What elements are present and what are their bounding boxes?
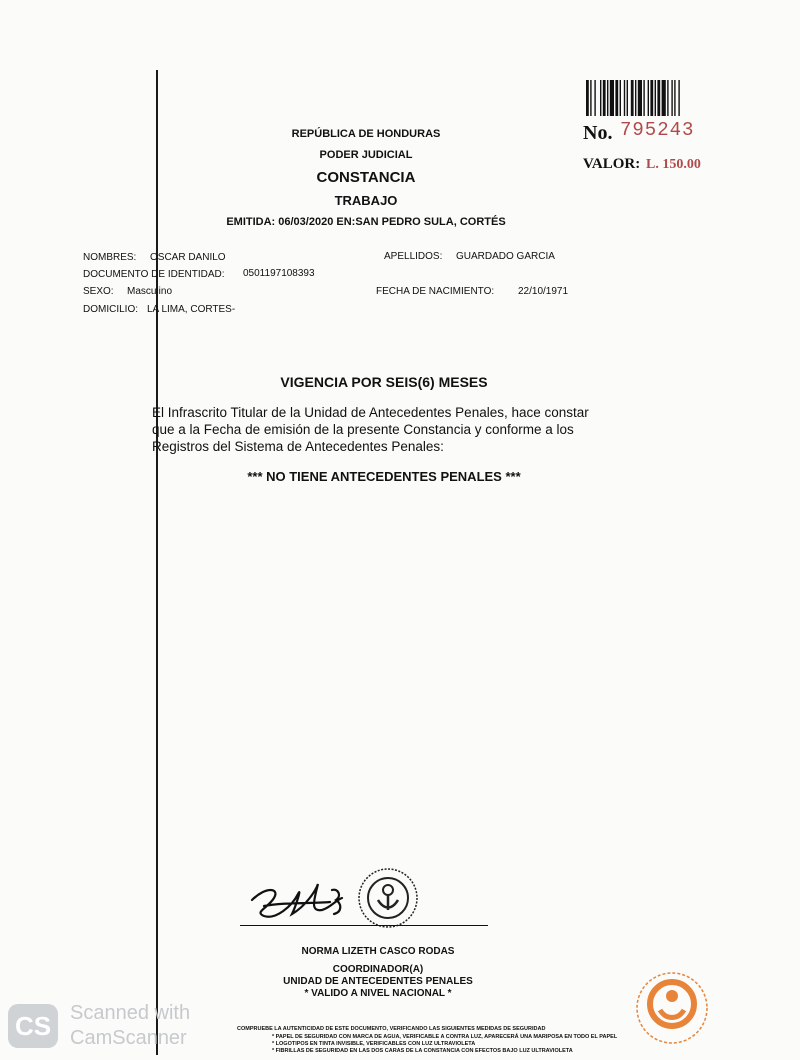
barcode-bar xyxy=(603,80,606,116)
nombres-value: OSCAR DANILO xyxy=(150,252,226,263)
judicial-seal-icon xyxy=(356,866,420,930)
issue-date-line: EMITIDA: 06/03/2020 EN:SAN PEDRO SULA, CORTÉS xyxy=(226,216,506,228)
serial-label: No. xyxy=(583,122,613,144)
apellidos-label: APELLIDOS: xyxy=(384,251,443,262)
security-measure-1: * PAPEL DE SEGURIDAD CON MARCA DE AGUA, VERIFICABLE A CONTRA LUZ, APARECERÁ UNA MARIPOSA EN TODO EL PAPEL xyxy=(272,1034,618,1040)
certification-text xyxy=(152,404,622,455)
certification-line-3: Registros del Sistema de Antecedentes Penales: xyxy=(152,439,444,454)
signature-line xyxy=(240,925,488,926)
barcode-bar xyxy=(657,80,660,116)
barcode-bar xyxy=(586,80,589,116)
barcode-bar xyxy=(624,80,625,116)
barcode-bar xyxy=(635,80,636,116)
document-subtitle: TRABAJO xyxy=(334,193,398,208)
serial-number: 795243 xyxy=(620,119,695,141)
security-measure-3: * FIBRILLAS DE SEGURIDAD EN LAS DOS CARAS DE LA CONSTANCIA CON EFECTOS BAJO LUZ ULTRAVIOLETA xyxy=(272,1048,573,1054)
value-label: VALOR: xyxy=(583,156,641,172)
birthdate-value: 22/10/1971 xyxy=(518,286,569,297)
barcode-bar xyxy=(643,80,644,116)
value-amount: L. 150.00 xyxy=(646,157,701,172)
barcode-bar xyxy=(667,80,668,116)
sexo-label: SEXO: xyxy=(83,286,114,297)
signer-name: NORMA LIZETH CASCO RODAS xyxy=(301,946,455,957)
birthdate-label: FECHA DE NACIMIENTO: xyxy=(376,286,495,297)
barcode-bar xyxy=(590,80,591,116)
camscanner-logo: CS xyxy=(8,1004,58,1048)
signature-scribble xyxy=(246,876,366,926)
barcode-bar xyxy=(600,80,601,116)
republic-heading: REPÚBLICA DE HONDURAS xyxy=(291,128,441,140)
barcode-bar xyxy=(638,80,642,116)
barcode-bar xyxy=(615,80,618,116)
document-title: CONSTANCIA xyxy=(316,169,416,186)
document-id-label: DOCUMENTO DE IDENTIDAD: xyxy=(83,269,225,280)
barcode-bar xyxy=(650,80,653,116)
barcode-bar xyxy=(678,80,679,116)
camscanner-line-1: Scanned with xyxy=(70,1002,191,1024)
barcode-bar xyxy=(648,80,649,116)
validity-heading: VIGENCIA POR SEIS(6) MESES xyxy=(280,374,488,390)
certification-line-1: El Infrascrito Titular de la Unidad de Antecedentes Penales, hace constar xyxy=(152,405,589,420)
domicilio-label: DOMICILIO: xyxy=(83,304,139,315)
barcode-bar xyxy=(631,80,634,116)
security-measure-2: * LOGOTIPOS EN TINTA INVISIBLE, VERIFICABLES CON LUZ ULTRAVIOLETA xyxy=(272,1041,476,1047)
barcode-bar xyxy=(620,80,621,116)
scan-vertical-line xyxy=(156,70,158,1055)
nombres-label: NOMBRES: xyxy=(83,252,137,263)
verification-heading: COMPRUEBE LA AUTENTICIDAD DE ESTE DOCUMENTO, VERIFICANDO LAS SIGUIENTES MEDIDAS DE SEGURIDAD xyxy=(237,1026,546,1032)
apellidos-value: GUARDADO GARCIA xyxy=(456,251,555,262)
certification-line-2: que a la Fecha de emisión de la presente Constancia y conforme a los xyxy=(152,422,574,437)
camscanner-line-2: CamScanner xyxy=(70,1027,187,1049)
domicilio-value: LA LIMA, CORTES- xyxy=(147,304,236,315)
judicial-heading: PODER JUDICIAL xyxy=(319,149,413,161)
barcode-bar xyxy=(627,80,628,116)
barcode-bar xyxy=(674,80,675,116)
barcode xyxy=(586,80,720,116)
barcode-bar xyxy=(655,80,656,116)
barcode-bar xyxy=(610,80,614,116)
sexo-value: Masculino xyxy=(127,286,173,297)
document-id-value: 0501197108393 xyxy=(243,268,315,279)
signer-unit: UNIDAD DE ANTECEDENTES PENALES xyxy=(283,976,473,987)
validity-note: * VALIDO A NIVEL NACIONAL * xyxy=(304,988,452,999)
orange-watermark-seal-icon xyxy=(634,970,710,1046)
barcode-bar xyxy=(662,80,666,116)
signer-role: COORDINADOR(A) xyxy=(332,964,424,975)
barcode-bar xyxy=(607,80,608,116)
barcode-bar xyxy=(594,80,595,116)
barcode-bar xyxy=(671,80,672,116)
no-records-result: *** NO TIENE ANTECEDENTES PENALES *** xyxy=(247,469,521,484)
